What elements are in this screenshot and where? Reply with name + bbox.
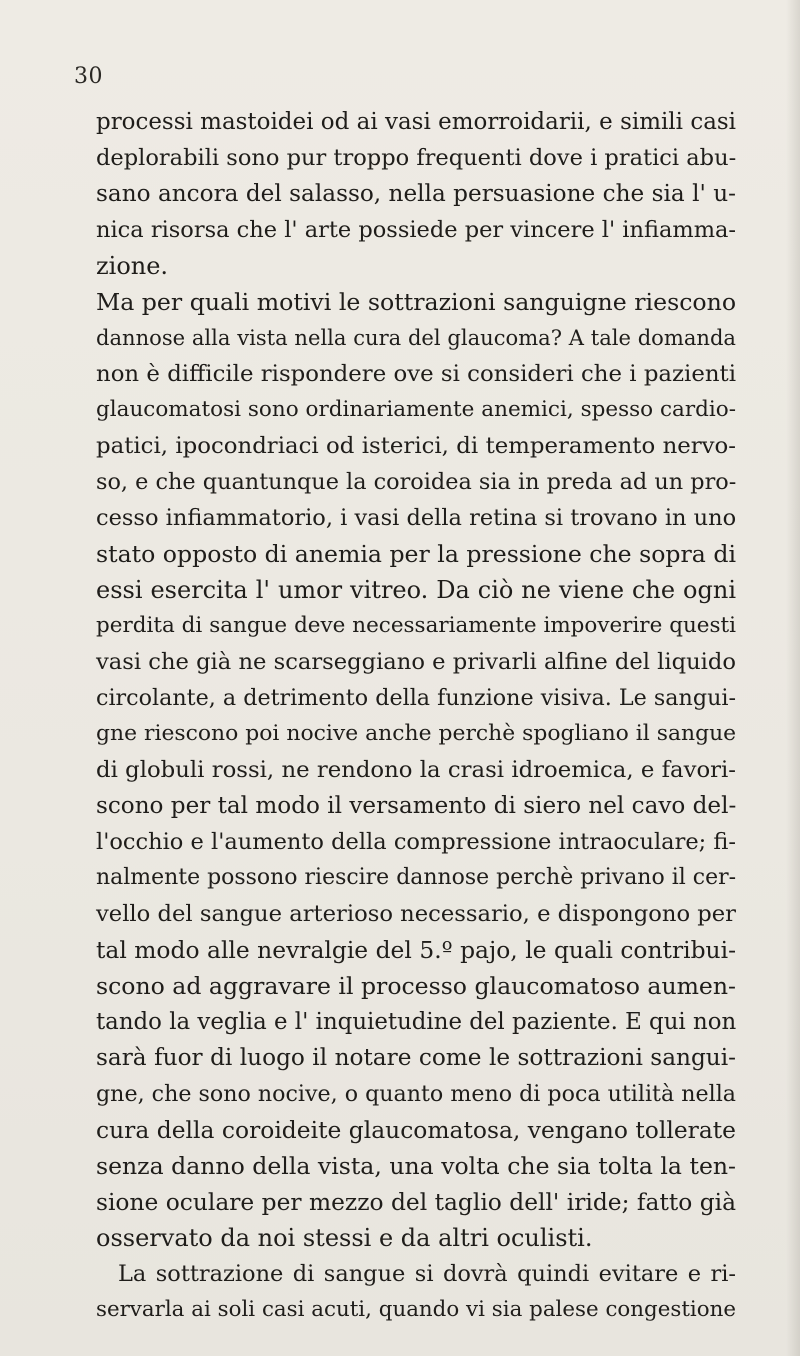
text-line: gne, che sono nocive, o quanto meno di poca utilità nella xyxy=(96,1081,736,1107)
text-line: sano ancora del salasso, nella persuasione che sia l' u- xyxy=(96,180,736,207)
text-line: senza danno della vista, una volta che sia tolta la ten- xyxy=(96,1152,736,1180)
text-line: gne riescono poi nocive anche perchè spogliano il sangue xyxy=(96,721,737,746)
text-line: processi mastoidei od ai vasi emorroidarii, e simili casi xyxy=(96,109,736,135)
text-line: glaucomatosi sono ordinariamente anemici, spesso cardio- xyxy=(96,397,736,422)
text-line: dannose alla vista nella cura del glaucoma? A tale domanda xyxy=(96,325,736,350)
text-line: osservato da noi stessi e da altri oculisti. xyxy=(96,1224,593,1252)
text-line: circolante, a detrimento della funzione visiva. Le sangui- xyxy=(96,685,736,711)
text-line: vasi che già ne scarseggiano e privarli alfine del liquido xyxy=(96,649,736,675)
text-line: nica risorsa che l' arte possiede per vincere l' infiamma- xyxy=(96,217,737,243)
text-line: stato opposto di anemia per la pressione che sopra di xyxy=(96,540,736,568)
text-line: cesso infiammatorio, i vasi della retina si trovano in uno xyxy=(96,505,737,531)
text-line: sarà fuor di luogo il notare come le sottrazioni sangui- xyxy=(96,1044,736,1071)
text-line: servarla ai soli casi acuti, quando vi sia palese congestione xyxy=(96,1297,736,1322)
text-line: nalmente possono riescire dannose perchè privano il cer- xyxy=(96,865,736,890)
text-line: perdita di sangue deve necessariamente impoverire questi xyxy=(96,613,736,638)
text-line: non è difficile rispondere ove si consideri che i pazienti xyxy=(96,361,736,387)
text-line: di globuli rossi, ne rendono la crasi idroemica, e favori- xyxy=(96,757,736,783)
text-line: scono ad aggravare il processo glaucomatoso aumen- xyxy=(96,972,736,1000)
text-line: so, e che quantunque la coroidea sia in preda ad un pro- xyxy=(96,469,737,495)
text-line: Ma per quali motivi le sottrazioni sanguigne riescono xyxy=(96,288,737,316)
text-line: essi esercita l' umor vitreo. Da ciò ne viene che ogni xyxy=(96,576,736,604)
text-line: deplorabili sono pur troppo frequenti dove i pratici abu- xyxy=(96,145,737,171)
body-text xyxy=(96,104,736,1328)
text-line: vello del sangue arterioso necessario, e dispongono per xyxy=(96,901,736,927)
text-line: l'occhio e l'aumento della compressione intraoculare; fi- xyxy=(96,829,736,855)
text-line: patici, ipocondriaci od isterici, di temperamento nervo- xyxy=(96,433,736,459)
text-line: La sottrazione di sangue si dovrà quindi evitare e ri- xyxy=(118,1261,736,1287)
text-line: tal modo alle nevralgie del 5.º pajo, le quali contribui- xyxy=(96,936,736,964)
text-line: tando la veglia e l' inquietudine del paziente. E qui non xyxy=(96,1009,737,1035)
text-line: scono per tal modo il versamento di siero nel cavo del- xyxy=(96,793,737,819)
text-line: zione. xyxy=(96,252,169,280)
page-number: 30 xyxy=(74,64,103,89)
text-line: cura della coroideite glaucomatosa, vengano tollerate xyxy=(96,1116,736,1144)
text-line: sione oculare per mezzo del taglio dell' iride; fatto già xyxy=(96,1188,736,1216)
